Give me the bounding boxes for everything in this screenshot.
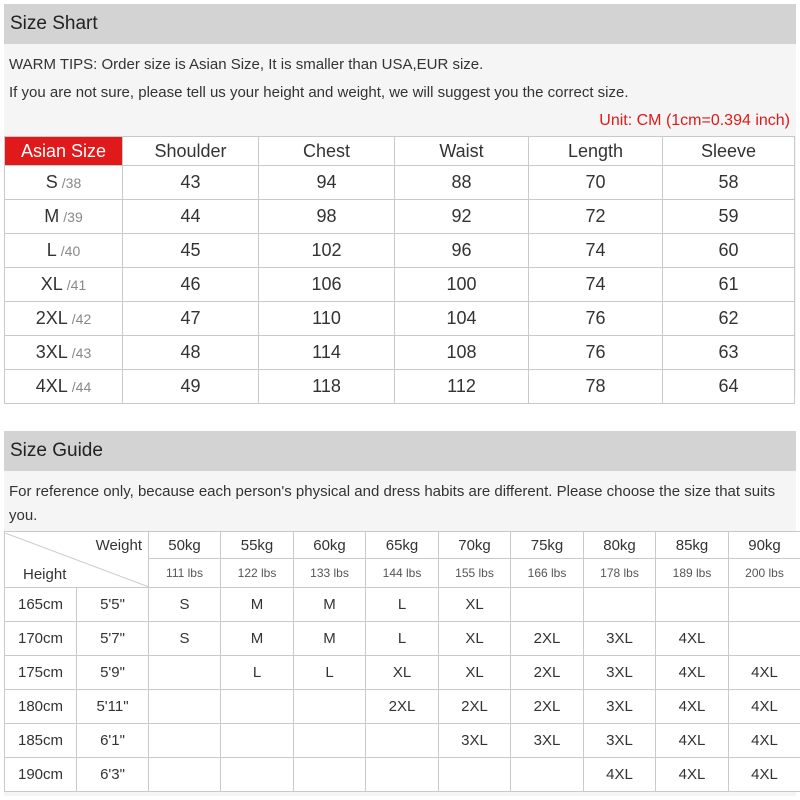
weight-lbs-header: 155 lbs [439,559,511,588]
recommended-size-cell [656,588,729,622]
measurement-cell: 76 [529,302,663,336]
measurement-cell: 49 [123,370,259,404]
measurement-cell: 94 [259,166,395,200]
column-header: Sleeve [663,137,795,166]
weight-kg-header: 60kg [294,532,366,559]
height-cm-cell: 185cm [5,724,77,758]
size-label: S [45,172,58,192]
column-header: Waist [395,137,529,166]
size-label-cell [5,234,123,268]
measurement-cell: 78 [529,370,663,404]
measurement-cell: 74 [529,268,663,302]
weight-kg-header: 50kg [149,532,221,559]
height-cm-cell: 165cm [5,588,77,622]
size-chart-row [5,336,795,370]
recommended-size-cell: 4XL [656,656,729,690]
recommended-size-cell: L [294,656,366,690]
measurement-cell: 92 [395,200,529,234]
size-label: 3XL [35,342,68,362]
size-chart-panel [4,4,796,396]
recommended-size-cell: 4XL [656,758,729,792]
weight-kg-header: 90kg [729,532,800,559]
column-header: Shoulder [123,137,259,166]
measurement-cell: 102 [259,234,395,268]
recommended-size-cell [294,724,366,758]
measurement-cell: 60 [663,234,795,268]
size-chart-row [5,166,795,200]
euro-size-label: /44 [71,379,92,395]
measurement-cell: 108 [395,336,529,370]
weight-kg-header: 85kg [656,532,729,559]
measurement-cell: 114 [259,336,395,370]
euro-size-label: /40 [60,243,81,259]
measurement-cell: 110 [259,302,395,336]
size-chart-header-row [5,137,795,166]
size-label: M [44,206,60,226]
recommended-size-cell [729,588,800,622]
weight-lbs-header: 200 lbs [729,559,800,588]
recommended-size-cell: XL [439,588,511,622]
measurement-cell: 70 [529,166,663,200]
recommended-size-cell [511,588,584,622]
recommended-size-cell: 4XL [656,724,729,758]
recommended-size-cell [149,656,221,690]
recommended-size-cell: L [366,622,439,656]
size-guide-row [5,656,800,690]
warm-tips-text: WARM TIPS: Order size is Asian Size, It is smaller than USA,EUR size. [9,56,484,73]
weight-axis-label: Weight [95,536,142,554]
size-chart-table [4,136,795,404]
recommended-size-cell: 2XL [366,690,439,724]
weight-kg-header: 75kg [511,532,584,559]
height-cm-cell: 170cm [5,622,77,656]
recommended-size-cell [149,724,221,758]
recommended-size-cell: L [366,588,439,622]
size-chart-title: Size Shart [4,4,796,44]
recommended-size-cell: 2XL [511,622,584,656]
height-cm-cell: 180cm [5,690,77,724]
measurement-cell: 100 [395,268,529,302]
recommended-size-cell: S [149,588,221,622]
recommended-size-cell: 3XL [511,724,584,758]
size-label-cell [5,302,123,336]
recommended-size-cell: 4XL [584,758,656,792]
height-cm-cell: 175cm [5,656,77,690]
size-label-cell [5,268,123,302]
recommended-size-cell [221,724,294,758]
size-guide-row [5,724,800,758]
recommended-size-cell: M [294,588,366,622]
recommended-size-cell [511,758,584,792]
weight-lbs-header: 133 lbs [294,559,366,588]
recommended-size-cell [366,724,439,758]
size-label-cell [5,370,123,404]
height-axis-label: Height [23,565,67,583]
euro-size-label: /39 [63,209,83,225]
measurement-cell: 58 [663,166,795,200]
recommended-size-cell [149,758,221,792]
recommended-size-cell: 3XL [584,656,656,690]
size-guide-row [5,588,800,622]
measurement-cell: 46 [123,268,259,302]
measurement-cell: 72 [529,200,663,234]
column-header: Length [529,137,663,166]
measurement-cell: 59 [663,200,795,234]
weight-height-corner-cell [5,532,149,588]
height-ft-cell: 5'7" [77,622,149,656]
size-guide-row [5,622,800,656]
measurement-cell: 63 [663,336,795,370]
recommended-size-cell: XL [366,656,439,690]
size-chart-row [5,234,795,268]
weight-kg-header: 55kg [221,532,294,559]
euro-size-label: /42 [71,311,92,327]
recommended-size-cell: XL [439,622,511,656]
size-guide-row [5,690,800,724]
asian-size-header: Asian Size [5,137,123,166]
recommended-size-cell [366,758,439,792]
height-cm-cell: 190cm [5,758,77,792]
measurement-cell: 62 [663,302,795,336]
recommended-size-cell [221,690,294,724]
weight-lbs-header: 122 lbs [221,559,294,588]
recommended-size-cell: M [221,588,294,622]
weight-kg-header: 70kg [439,532,511,559]
size-label: L [46,240,57,260]
weight-kg-header: 80kg [584,532,656,559]
recommended-size-cell: 3XL [584,724,656,758]
size-label: 4XL [35,376,68,396]
size-chart-row [5,302,795,336]
recommended-size-cell: XL [439,656,511,690]
measurement-cell: 64 [663,370,795,404]
advice-text: If you are not sure, please tell us your height and weight, we will suggest you the correct size. [9,84,629,101]
recommended-size-cell: 3XL [584,622,656,656]
measurement-cell: 96 [395,234,529,268]
recommended-size-cell: S [149,622,221,656]
size-guide-note: For reference only, because each person's physical and dress habits are different. Please choose the size that suits you. [9,483,776,524]
weight-lbs-header: 166 lbs [511,559,584,588]
measurement-cell: 43 [123,166,259,200]
measurement-cell: 74 [529,234,663,268]
measurement-cell: 98 [259,200,395,234]
measurement-cell: 118 [259,370,395,404]
recommended-size-cell: M [294,622,366,656]
size-chart-row [5,200,795,234]
measurement-cell: 45 [123,234,259,268]
recommended-size-cell [294,690,366,724]
measurement-cell: 104 [395,302,529,336]
recommended-size-cell: 3XL [584,690,656,724]
recommended-size-cell: 4XL [729,758,800,792]
weight-lbs-header: 111 lbs [149,559,221,588]
measurement-cell: 88 [395,166,529,200]
euro-size-label: /41 [66,277,87,293]
recommended-size-cell [584,588,656,622]
size-chart-row [5,370,795,404]
size-label-cell [5,336,123,370]
weight-kg-header: 65kg [366,532,439,559]
size-guide-title: Size Guide [4,431,796,471]
size-label-cell [5,200,123,234]
recommended-size-cell [729,622,800,656]
euro-size-label: /43 [71,345,92,361]
height-ft-cell: 5'9" [77,656,149,690]
measurement-cell: 76 [529,336,663,370]
recommended-size-cell: 4XL [656,690,729,724]
recommended-size-cell: 2XL [439,690,511,724]
size-label: 2XL [35,308,68,328]
recommended-size-cell [294,758,366,792]
recommended-size-cell: M [221,622,294,656]
height-ft-cell: 5'11" [77,690,149,724]
size-label: XL [40,274,63,294]
measurement-cell: 48 [123,336,259,370]
recommended-size-cell: 4XL [656,622,729,656]
height-ft-cell: 6'1" [77,724,149,758]
column-header: Chest [259,137,395,166]
recommended-size-cell: 4XL [729,690,800,724]
recommended-size-cell: 4XL [729,724,800,758]
recommended-size-cell: 4XL [729,656,800,690]
recommended-size-cell [149,690,221,724]
height-ft-cell: 6'3" [77,758,149,792]
recommended-size-cell [439,758,511,792]
unit-note: Unit: CM (1cm=0.394 inch) [599,112,790,129]
size-label-cell [5,166,123,200]
size-guide-table [4,531,800,792]
recommended-size-cell: 2XL [511,656,584,690]
measurement-cell: 47 [123,302,259,336]
measurement-cell: 112 [395,370,529,404]
recommended-size-cell: 2XL [511,690,584,724]
size-guide-row [5,758,800,792]
recommended-size-cell [221,758,294,792]
recommended-size-cell: L [221,656,294,690]
measurement-cell: 44 [123,200,259,234]
recommended-size-cell: 3XL [439,724,511,758]
size-chart-row [5,268,795,302]
measurement-cell: 106 [259,268,395,302]
weight-lbs-header: 189 lbs [656,559,729,588]
height-ft-cell: 5'5" [77,588,149,622]
euro-size-label: /38 [61,175,82,191]
weight-lbs-header: 178 lbs [584,559,656,588]
measurement-cell: 61 [663,268,795,302]
weight-lbs-header: 144 lbs [366,559,439,588]
size-guide-panel [4,431,796,796]
